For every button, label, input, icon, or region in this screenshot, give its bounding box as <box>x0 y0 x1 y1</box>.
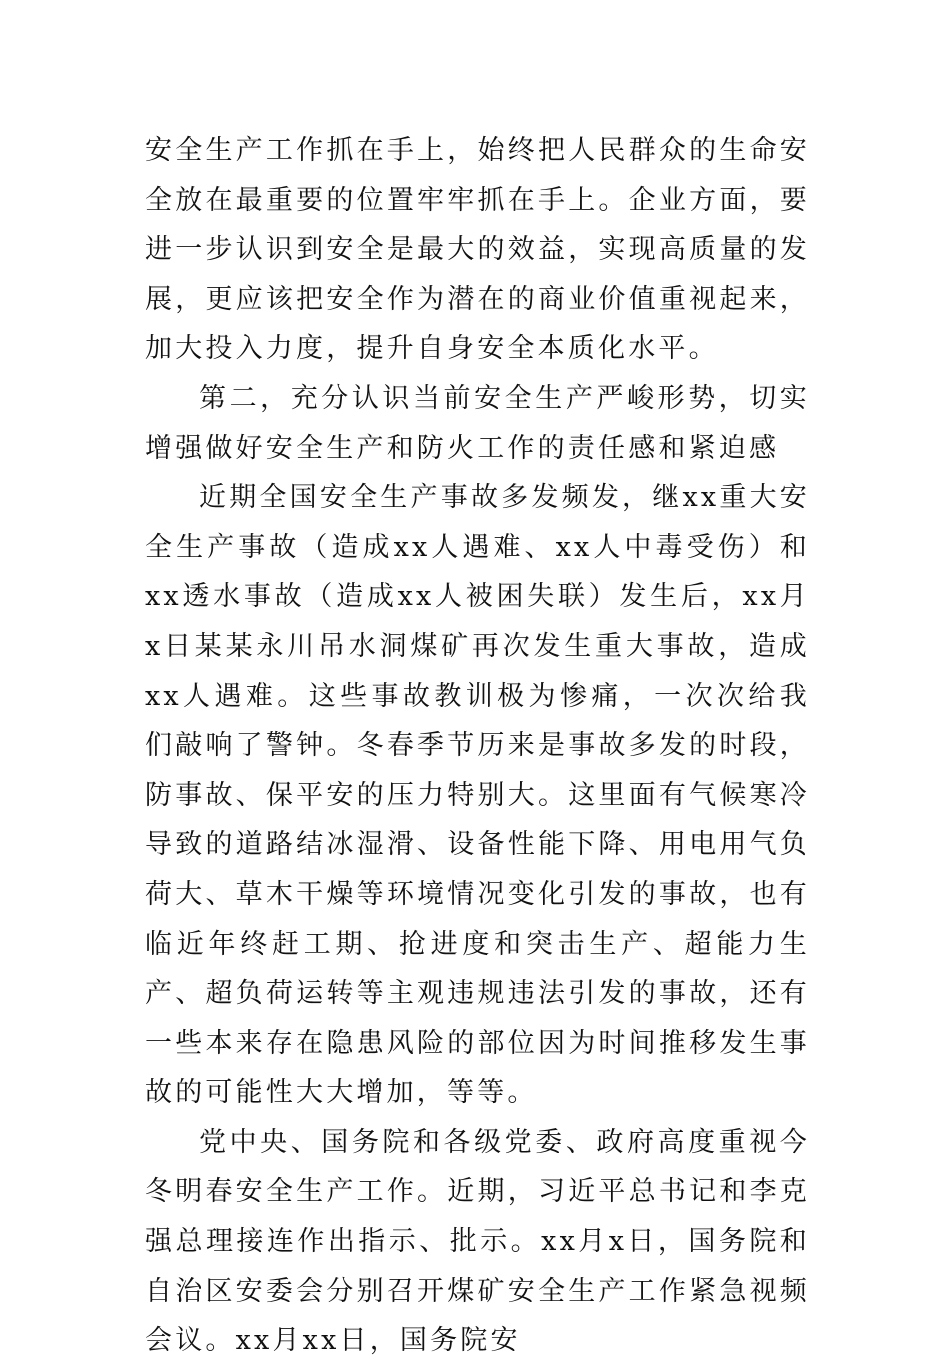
body-text <box>145 126 810 1366</box>
paragraph-4: 党中央、国务院和各级党委、政府高度重视今冬明春安全生产工作。近期，习近平总书记和李克强总理接连作出指示、批示。xx月x日，国务院和自治区安委会分别召开煤矿安全生产工作紧急视频会议。xx月xx日，国务院安 <box>145 1126 810 1357</box>
paragraph-1: 安全生产工作抓在手上，始终把人民群众的生命安全放在最重要的位置牢牢抓在手上。企业方面，要进一步认识到安全是最大的效益，实现高质量的发展，更应该把安全作为潜在的商业价值重视起来，加大投入力度，提升自身安全本质化水平。 <box>145 135 810 365</box>
paragraph-3: 近期全国安全生产事故多发频发，继xx重大安全生产事故（造成xx人遇难、xx人中毒受伤）和xx透水事故（造成xx人被困失联）发生后，xx月x日某某永川吊水洞煤矿再次发生重大事故，造成xx人遇难。这些事故教训极为惨痛，一次次给我们敲响了警钟。冬春季节历来是事故多发的时段，防事故、保平安的压力特别大。这里面有气候寒冷导致的道路结冰湿滑、设备性能下降、用电用气负荷大、草木干燥等环境情况变化引发的事故，也有临近年终赶工期、抢进度和突击生产、超能力生产、超负荷运转等主观违规违法引发的事故，还有一些本来存在隐患风险的部位因为时间推移发生事故的可能性大大增加，等等。 <box>145 482 810 1109</box>
paragraph-2-heading: 第二，充分认识当前安全生产严峻形势，切实增强做好安全生产和防火工作的责任感和紧迫感 <box>145 382 810 464</box>
